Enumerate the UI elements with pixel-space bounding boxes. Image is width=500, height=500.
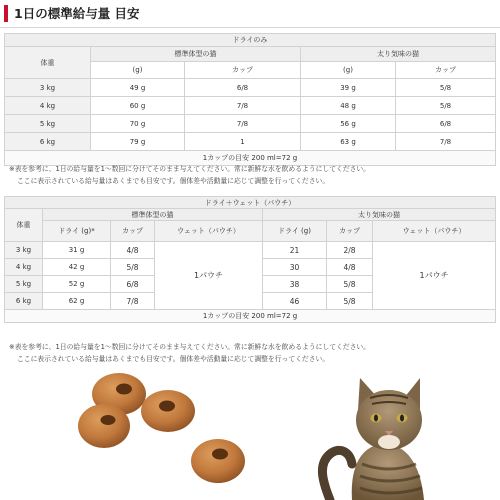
page-title: 1日の標準給与量 目安 xyxy=(14,6,140,21)
cup-cell: 5/8 xyxy=(396,79,496,97)
cup-cell: 4/8 xyxy=(327,259,373,276)
table-title-row xyxy=(5,34,496,47)
grams-cell: 39 g xyxy=(301,79,396,97)
kibble-and-cat-illustration xyxy=(0,368,500,500)
grams-cell: 52 g xyxy=(43,276,111,293)
column-header-cup: カップ xyxy=(111,221,155,242)
weight-cell: 3 kg xyxy=(5,242,43,259)
cup-cell: 5/8 xyxy=(327,293,373,310)
note-line: ここに表示されている給与量はあくまでも目安です。個体差や活動量に応じて調整を行ってください。 xyxy=(17,355,330,363)
cup-cell: 4/8 xyxy=(111,242,155,259)
dry-wet-feeding-table xyxy=(4,196,496,323)
cup-cell: 6/8 xyxy=(111,276,155,293)
column-header-dry-grams: ドライ (g)* xyxy=(43,221,111,242)
pouch-cell-overweight: 1パウチ xyxy=(373,242,496,310)
column-header-cup: カップ xyxy=(327,221,373,242)
group-header-standard: 標準体型の猫 xyxy=(91,47,301,62)
table-row xyxy=(5,79,496,97)
sub-header-row xyxy=(5,221,496,242)
cup-cell: 7/8 xyxy=(185,115,301,133)
grams-cell: 62 g xyxy=(43,293,111,310)
header-divider xyxy=(0,27,500,28)
column-header-wet-pouch: ウェット（パウチ） xyxy=(373,221,496,242)
product-photo xyxy=(0,368,500,500)
grams-cell: 46 xyxy=(263,293,327,310)
grams-cell: 48 g xyxy=(301,97,396,115)
grams-cell: 31 g xyxy=(43,242,111,259)
pouch-cell-standard: 1パウチ xyxy=(155,242,263,310)
column-header-wet-pouch: ウェット（パウチ） xyxy=(155,221,263,242)
group-header-row xyxy=(5,209,496,221)
note-line: ※表を参考に、1日の給与量を1〜数回に分けてそのまま与えてください。常に新鮮な水を飲めるようにしてください。 xyxy=(9,343,370,351)
grams-cell: 49 g xyxy=(91,79,185,97)
weight-cell: 6 kg xyxy=(5,133,91,151)
table-title: ドライのみ xyxy=(5,34,496,47)
grams-cell: 30 xyxy=(263,259,327,276)
grams-cell: 70 g xyxy=(91,115,185,133)
grams-cell: 79 g xyxy=(91,133,185,151)
cup-cell: 5/8 xyxy=(396,97,496,115)
column-header-grams: (g) xyxy=(91,62,185,79)
kibble-piece xyxy=(191,439,245,483)
feeding-notes xyxy=(9,163,370,187)
page-header xyxy=(0,0,500,28)
table-row xyxy=(5,115,496,133)
column-header-cup: カップ xyxy=(185,62,301,79)
column-header-cup: カップ xyxy=(396,62,496,79)
cup-measure-note: 1カップの目安 200 ml=72 g xyxy=(5,310,496,323)
weight-cell: 4 kg xyxy=(5,97,91,115)
cup-cell: 2/8 xyxy=(327,242,373,259)
weight-header: 体重 xyxy=(5,47,91,79)
group-header-overweight: 太り気味の猫 xyxy=(263,209,496,221)
table-title: ドライ＋ウェット（パウチ） xyxy=(5,197,496,209)
feeding-notes xyxy=(9,341,370,365)
cup-cell: 6/8 xyxy=(396,115,496,133)
table-row xyxy=(5,97,496,115)
weight-cell: 5 kg xyxy=(5,115,91,133)
grams-cell: 56 g xyxy=(301,115,396,133)
cup-cell: 5/8 xyxy=(111,259,155,276)
weight-cell: 3 kg xyxy=(5,79,91,97)
table-row xyxy=(5,133,496,151)
weight-header: 体重 xyxy=(5,209,43,242)
weight-cell: 5 kg xyxy=(5,276,43,293)
note-line: ここに表示されている給与量はあくまでも目安です。個体差や活動量に応じて調整を行ってください。 xyxy=(17,177,330,185)
grams-cell: 21 xyxy=(263,242,327,259)
group-header-overweight: 太り気味の猫 xyxy=(301,47,496,62)
column-header-dry-grams: ドライ (g) xyxy=(263,221,327,242)
table-footer-row xyxy=(5,310,496,323)
tabby-cat xyxy=(322,378,424,500)
grams-cell: 60 g xyxy=(91,97,185,115)
grams-cell: 63 g xyxy=(301,133,396,151)
column-header-grams: (g) xyxy=(301,62,396,79)
dry-feeding-table xyxy=(4,33,496,166)
cup-cell: 7/8 xyxy=(111,293,155,310)
cup-cell: 5/8 xyxy=(327,276,373,293)
cup-cell: 1 xyxy=(185,133,301,151)
grams-cell: 42 g xyxy=(43,259,111,276)
group-header-standard: 標準体型の猫 xyxy=(43,209,263,221)
kibble-piece xyxy=(78,404,130,448)
kibble-piece xyxy=(141,390,195,432)
note-line: ※表を参考に、1日の給与量を1〜数回に分けてそのまま与えてください。常に新鮮な水を飲めるようにしてください。 xyxy=(9,165,370,173)
grams-cell: 38 xyxy=(263,276,327,293)
cup-cell: 7/8 xyxy=(185,97,301,115)
table-row xyxy=(5,242,496,259)
table-title-row xyxy=(5,197,496,209)
header-accent-bar xyxy=(4,5,8,22)
cup-measure-note: 1カップの目安 200 ml=72 g xyxy=(5,151,496,166)
weight-cell: 4 kg xyxy=(5,259,43,276)
cup-cell: 7/8 xyxy=(396,133,496,151)
group-header-row xyxy=(5,47,496,62)
weight-cell: 6 kg xyxy=(5,293,43,310)
cup-cell: 6/8 xyxy=(185,79,301,97)
